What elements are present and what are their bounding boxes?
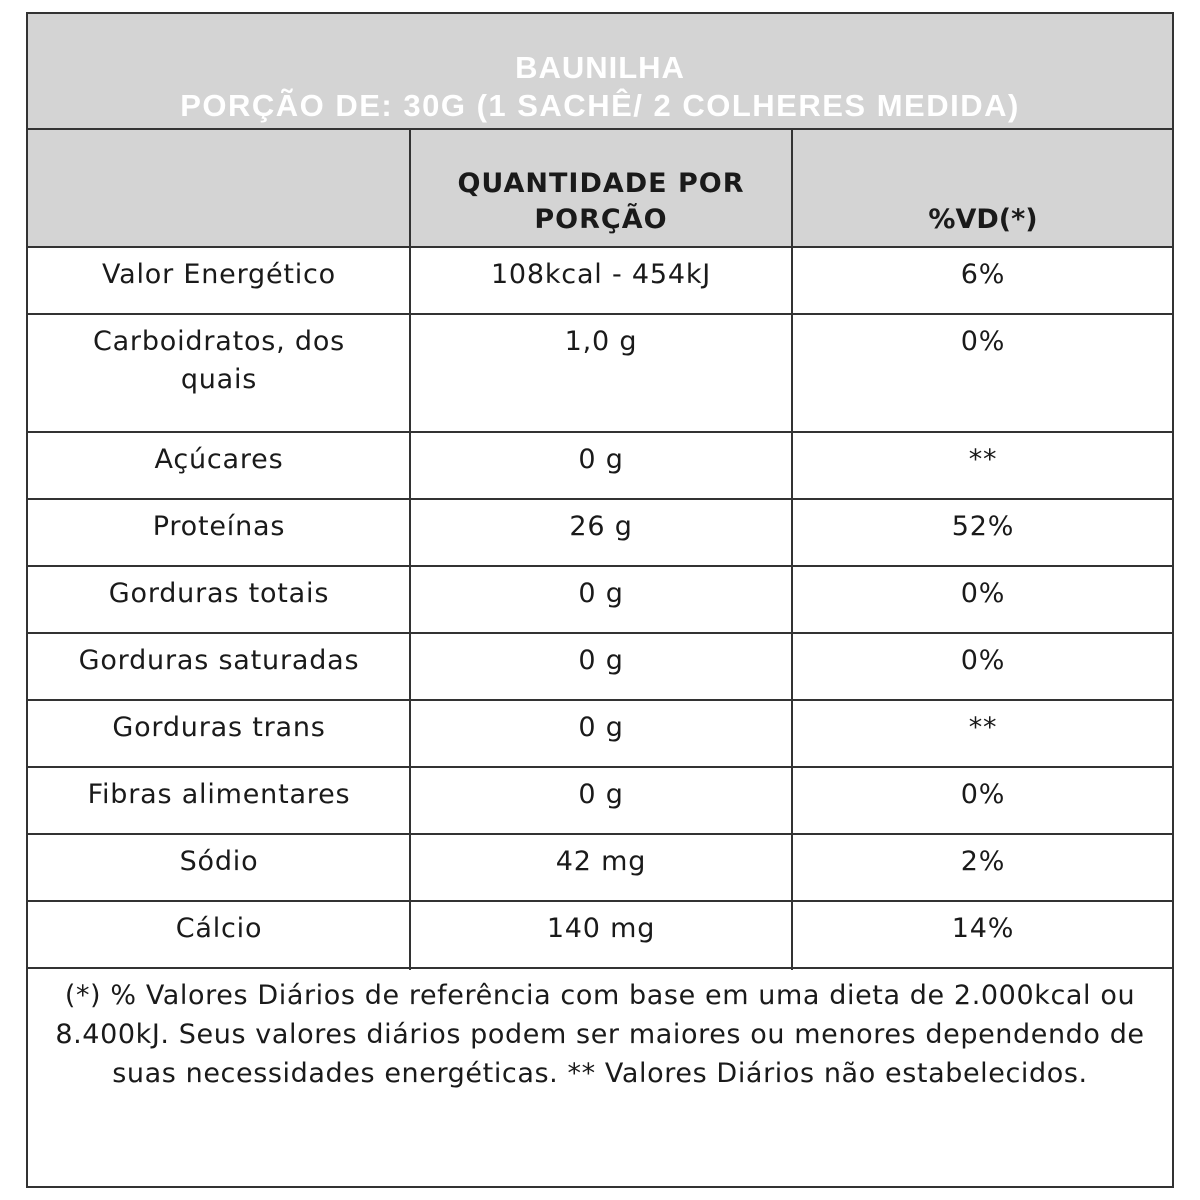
table-title-band [28, 14, 1172, 130]
nutrient-name: Sódio [179, 846, 259, 877]
nutrient-quantity: 1,0 g [564, 326, 638, 357]
nutrient-name: Açúcares [154, 444, 284, 475]
quantity-column-header: QUANTIDADE POR PORÇÃO [457, 168, 745, 235]
nutrient-quantity: 0 g [578, 645, 624, 676]
flavor-title: BAUNILHA [515, 50, 685, 85]
table-row [28, 835, 1172, 902]
nutrient-quantity: 0 g [578, 578, 624, 609]
column-divider-2 [791, 130, 793, 970]
nutrient-quantity: 0 g [578, 712, 624, 743]
nutrient-daily-value: 2% [960, 846, 1006, 877]
table-row [28, 701, 1172, 768]
table-row [28, 768, 1172, 835]
nutrient-name: Gorduras saturadas [78, 645, 360, 676]
nutrient-quantity: 42 mg [555, 846, 647, 877]
table-row [28, 433, 1172, 500]
table-row [28, 634, 1172, 701]
nutrient-name: Valor Energético [101, 259, 337, 290]
nutrient-quantity: 0 g [578, 779, 624, 810]
column-divider-1 [409, 130, 411, 970]
nutrient-quantity: 26 g [569, 511, 633, 542]
nutrient-daily-value: 6% [960, 259, 1006, 290]
nutrient-quantity: 140 mg [546, 913, 656, 944]
nutrition-facts-table [26, 12, 1174, 1188]
nutrient-daily-value: 0% [960, 578, 1006, 609]
nutrient-name: Cálcio [175, 913, 263, 944]
footnote: (*) % Valores Diários de referência com base em uma dieta de 2.000kcal ou 8.400kJ. Seus valores diários podem ser maiores ou menores dependendo de suas necessidades energéticas. ** Valores Diários não estabelecidos. [55, 980, 1145, 1089]
table-row [28, 902, 1172, 969]
table-row [28, 315, 1172, 433]
column-header-row [28, 130, 1172, 248]
table-row [28, 248, 1172, 315]
nutrient-daily-value: 0% [960, 779, 1006, 810]
serving-size-title: PORÇÃO DE: 30G (1 SACHÊ/ 2 COLHERES MEDIDA) [180, 88, 1020, 123]
table-row [28, 567, 1172, 634]
nutrient-quantity: 0 g [578, 444, 624, 475]
nutrient-daily-value: ** [968, 712, 998, 743]
nutrient-name: Carboidratos, dos quais [92, 326, 346, 395]
table-row [28, 500, 1172, 567]
nutrient-daily-value: ** [968, 444, 998, 475]
nutrient-name: Gorduras trans [112, 712, 326, 743]
nutrient-daily-value: 0% [960, 645, 1006, 676]
daily-value-column-header: %VD(*) [928, 204, 1038, 235]
nutrient-name: Proteínas [152, 511, 286, 542]
nutrient-daily-value: 0% [960, 326, 1006, 357]
nutrient-daily-value: 52% [951, 511, 1015, 542]
nutrient-quantity: 108kcal - 454kJ [490, 259, 712, 290]
nutrient-name: Gorduras totais [108, 578, 330, 609]
nutrient-daily-value: 14% [951, 913, 1015, 944]
nutrient-name: Fibras alimentares [87, 779, 351, 810]
